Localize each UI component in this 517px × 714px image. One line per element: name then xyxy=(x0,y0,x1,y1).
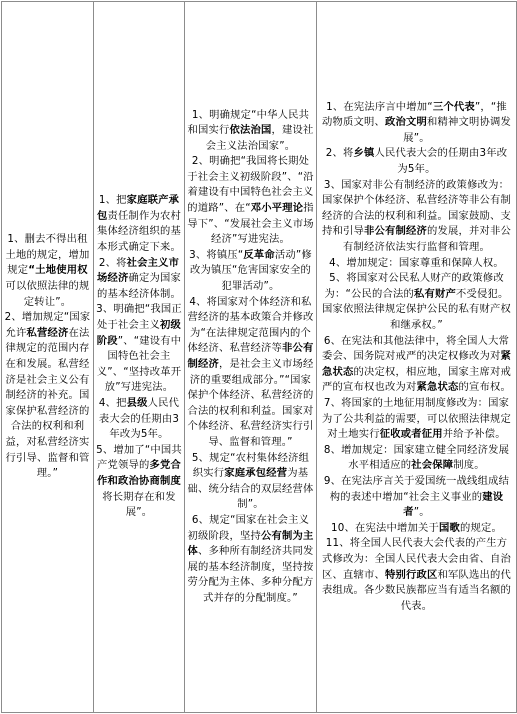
bold-text: 国歌 xyxy=(438,521,460,534)
amendment-item xyxy=(321,256,512,272)
bold-text: 非公有制经济 xyxy=(364,225,427,238)
text-run: 人民代表大会的任期由3年改为5年。 xyxy=(374,147,508,176)
bold-text: 政治文明 xyxy=(385,116,427,129)
text-run: 8、增加规定：国家建立健全同经济发展水平相适应的 xyxy=(323,443,510,472)
bold-text: 特别行政区 xyxy=(385,568,438,581)
text-run: ”，“推动物质文明、 xyxy=(322,100,507,129)
text-run: 的宣布权。 xyxy=(458,381,511,394)
amendment-item xyxy=(321,396,512,443)
amendment-item xyxy=(187,154,314,248)
text-run: 制度。 xyxy=(453,459,485,472)
text-run: 和精神文明协调发展”。 xyxy=(403,116,511,144)
amendment-item xyxy=(321,536,512,614)
column-cell xyxy=(94,2,185,713)
text-run: 4、增加规定：国家尊重和保障人权。 xyxy=(329,256,504,269)
text-run: 人民代表大会的任期由3年改为5年。 xyxy=(98,396,180,441)
amendment-item xyxy=(187,248,314,295)
text-run: 4、把 xyxy=(98,396,127,409)
bold-text: 社会保障 xyxy=(411,459,454,472)
text-run: 2、增加规定“国家允许 xyxy=(4,311,91,339)
bold-text: 私有财产 xyxy=(414,287,457,300)
amendment-item xyxy=(4,232,91,310)
text-run: 3、将镇压“ xyxy=(189,248,244,261)
text-run: 、多种所有制经济共同发展的基本经济制度，坚持按劳分配为主体、多种分配方式并存的分配制度。” xyxy=(187,545,314,604)
bold-text: 县级 xyxy=(126,396,148,409)
amendments-table xyxy=(1,1,517,713)
amendment-item xyxy=(187,451,314,513)
bold-text: 建设者 xyxy=(403,490,504,519)
text-run: 和军队选出的代表组成。各少数民族都应当有适当名额的代表。 xyxy=(322,568,511,612)
column-cell xyxy=(185,2,317,713)
text-run: 1、在宪法序言中增加“ xyxy=(326,100,433,113)
amendment-item xyxy=(321,443,512,474)
text-run: 6、规定“国家在社会主义初级阶段，坚持 xyxy=(187,513,310,542)
text-run: 1、把 xyxy=(98,194,127,207)
bold-text: 公有制为主体 xyxy=(187,529,314,558)
text-run: ，是社会主义市场经济的重要组成部分。”“国家保护个体经济、私营经济的合法的权利和利益。国家对个体经济、私营经济实行引导、监督和管理。” xyxy=(187,358,314,448)
amendment-item xyxy=(187,108,314,155)
text-run: 3、明确把“我国正处于社会主义 xyxy=(96,303,182,332)
amendment-item xyxy=(321,521,512,537)
amendment-item xyxy=(321,178,512,256)
text-run: 责任制作为农村集体经济组织的基本形式确定下来。 xyxy=(97,209,181,254)
text-run: ”、“建设有中国特色社会主义”、“坚持改革开放”写进宪法。 xyxy=(96,334,182,394)
text-run: 在法律规定的范围内存在和发展。私营经济是社会主义公有制经济的补充。国家保护私营经济的合法的权利和利益，对私营经济实行引导、监督和管理。” xyxy=(5,326,90,480)
bold-text: 反革命 xyxy=(243,248,275,261)
amendment-item xyxy=(321,474,512,521)
amendment-item xyxy=(187,295,314,451)
amendment-item xyxy=(321,100,512,147)
amendment-item xyxy=(187,513,314,607)
text-run: 不受侵犯。国家依照法律规定保护公民的私有财产权和继承权。” xyxy=(322,287,511,332)
bold-text: 三个代表 xyxy=(432,100,475,113)
text-run: 的发展，并对非公有制经济依法实行监督和管理。 xyxy=(343,225,511,254)
text-run: 2、将 xyxy=(98,256,127,269)
text-run: 5、规定“农村集体经济组织实行 xyxy=(191,451,310,480)
text-run: 的决定权，相应地，国家主席对戒严的宣布权也改为对 xyxy=(322,365,511,394)
amendment-item xyxy=(4,310,91,482)
bold-text: 家庭承包经营 xyxy=(224,467,288,480)
amendment-item xyxy=(96,396,182,443)
text-run: 11、将全国人民代表大会代表的产生方式修改为：全国人民代表大会由省、自治区、直辖市、 xyxy=(322,537,511,581)
text-run: 4、将国家对个体经济和私营经济的基本政策合并修改为“在法律规定范围内的个体经济、私营经济等 xyxy=(187,295,314,355)
bold-text: 依法治国 xyxy=(229,124,272,137)
bold-text: 初级阶段 xyxy=(96,319,181,347)
amendment-item xyxy=(321,334,512,396)
bold-text: 邓小平理论 xyxy=(250,202,304,215)
text-run: ，建设社会主义法治国家”。 xyxy=(205,124,314,152)
amendment-item xyxy=(321,271,512,333)
text-run: 可以依照法律的规定转让”。 xyxy=(5,280,90,308)
bold-text: 家庭联产承包 xyxy=(97,194,180,222)
bold-text: 私营经济 xyxy=(26,326,69,339)
bold-text: 乡镇 xyxy=(353,147,375,160)
bold-text: “土地使用权 xyxy=(28,264,88,277)
text-run: 活动”修改为镇压“危害国家安全的犯罪活动”。 xyxy=(190,248,312,293)
amendment-item xyxy=(96,443,182,521)
bold-text: 紧急状态 xyxy=(416,381,459,394)
table-row xyxy=(2,2,517,713)
column-cell xyxy=(2,2,94,713)
text-run: 1、删去不得出租土地的规定，增加规定 xyxy=(5,233,90,277)
bold-text: 紧急状态 xyxy=(322,350,511,378)
text-run: 2、明确把“我国将长期处于社会主义初级阶段”、“沿着建设有中国特色社会主义的道路”、在“ xyxy=(187,155,314,215)
text-run: 7、将国家的土地征用制度修改为：国家为了公共利益的需要，可以依照法律规定对土地实行 xyxy=(322,396,511,441)
text-run: 5、将国家对公民私人财产的政策修改为：“公民的合法的 xyxy=(324,272,504,300)
text-run: 1、明确规定“中华人民共和国实行 xyxy=(187,108,310,137)
text-run: 确定为国家的基本经济体制。 xyxy=(97,272,181,300)
bold-text: 社会主义市场经济 xyxy=(97,256,180,285)
bold-text: 非公有制经济 xyxy=(187,342,314,370)
text-run: 5、增加了“中国共产党领导的 xyxy=(96,443,182,472)
amendment-item xyxy=(321,146,512,177)
text-run: ”。 xyxy=(413,506,430,519)
text-run: 2、将 xyxy=(325,147,354,160)
text-run: 9、在宪法序言关于爱国统一战线组成结构的表述中增加“社会主义事业的 xyxy=(323,474,510,503)
column-cell xyxy=(317,2,517,713)
text-run: 指导下”、“发展社会主义市场经济”写进宪法。 xyxy=(187,202,314,246)
bold-text: 多党合作和政治协商制度 xyxy=(97,459,181,487)
text-run: 的规定。 xyxy=(459,521,502,534)
text-run: 6、在宪法和其他法律中，将全国人大常委会、国务院对戒严的决定权修改为对 xyxy=(322,334,510,363)
amendment-item xyxy=(96,193,182,255)
amendment-item xyxy=(96,256,182,303)
amendment-item xyxy=(96,302,182,396)
text-run: 并给予补偿。 xyxy=(442,428,506,441)
bold-text: 征收或者征用 xyxy=(379,428,443,441)
text-run: 为基础、统分结合的双层经营体制”。 xyxy=(187,467,314,511)
text-run: 3、国家对非公有制经济的政策修改为：国家保护个体经济、私营经济等非公有制经济的合法的权利和利益。国家鼓励、支持和引导 xyxy=(322,178,511,238)
text-run: 10、在宪法中增加关于 xyxy=(331,521,439,534)
text-run: 将长期存在和发展”。 xyxy=(102,490,176,519)
